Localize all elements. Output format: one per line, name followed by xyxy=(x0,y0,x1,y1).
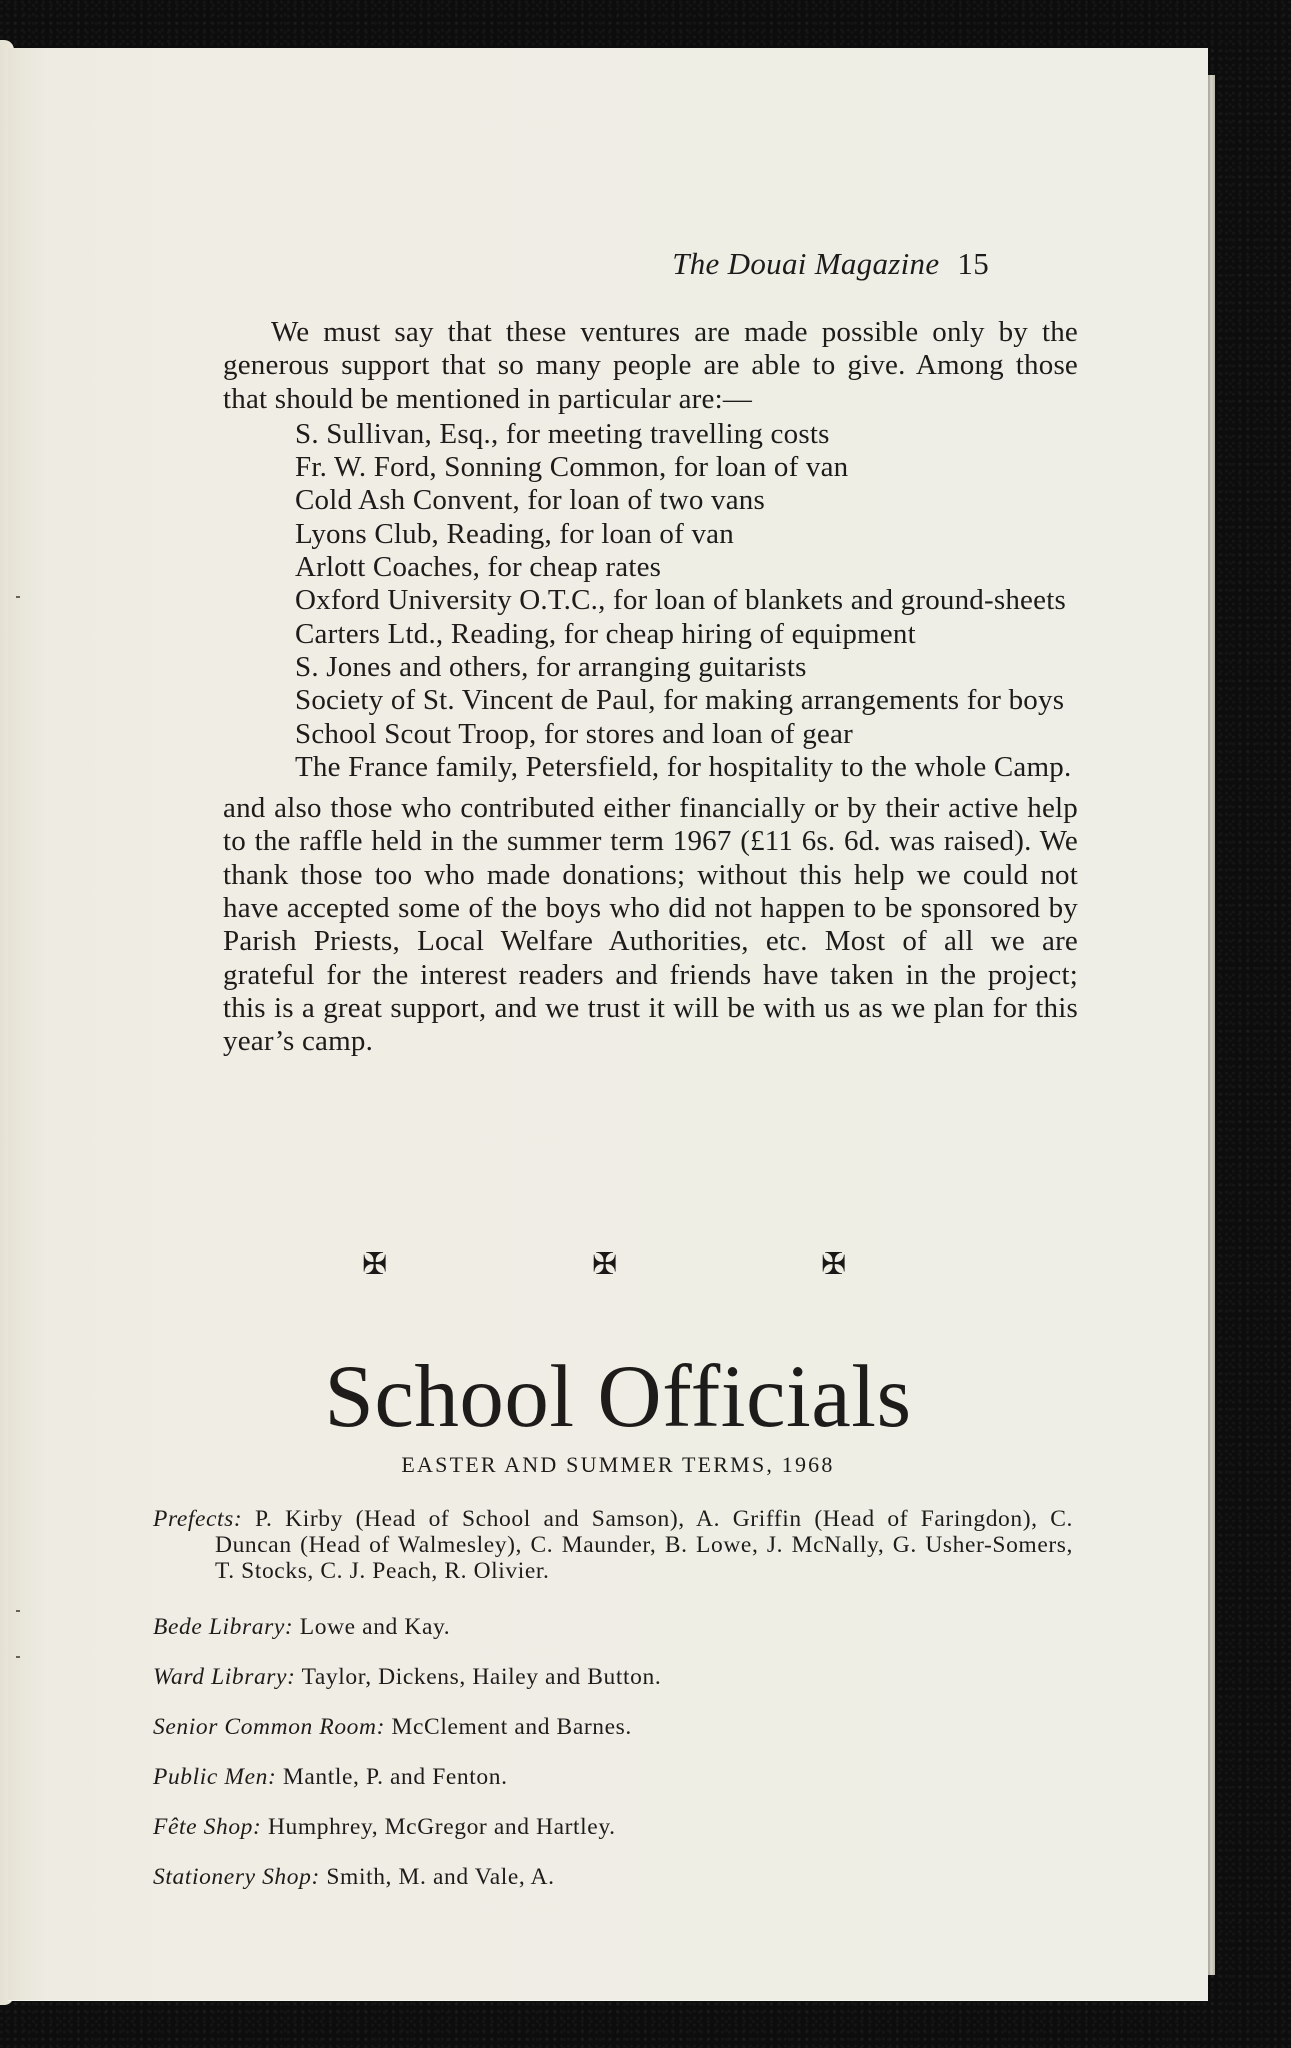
officials-names: Humphrey, McGregor and Hartley. xyxy=(267,1814,616,1840)
list-item: Lyons Club, Reading, for loan of van xyxy=(295,517,734,550)
acknowledgements-list xyxy=(223,418,1078,784)
magazine-page xyxy=(8,48,1208,2000)
officials-role: Fête Shop: xyxy=(153,1814,262,1840)
officials-entry xyxy=(153,1814,1073,1840)
officials-names: Lowe and Kay. xyxy=(299,1614,451,1640)
running-head xyxy=(672,246,989,282)
maltese-cross-icon: ✠ xyxy=(821,1247,847,1282)
officials-entry xyxy=(153,1664,1073,1690)
list-item: S. Jones and others, for arranging guitarists xyxy=(295,650,807,683)
officials-entry xyxy=(153,1506,1073,1584)
list-item: S. Sullivan, Esq., for meeting travelling costs xyxy=(295,417,830,450)
list-item: Arlott Coaches, for cheap rates xyxy=(295,551,662,584)
officials-entry xyxy=(153,1764,1073,1790)
officials-entry xyxy=(153,1864,1073,1890)
margin-mark xyxy=(16,596,20,598)
officials-names: McClement and Barnes. xyxy=(391,1714,632,1740)
officials-names: Smith, M. and Vale, A. xyxy=(326,1864,555,1890)
officials-names: P. Kirby (Head of School and Samson), A. Griffin (Head of Faringdon), C. Duncan (Head of Walmesley), C. Maunder, B. Lowe, J. McNally, G. Usher-Somers, T. Stocks, C. J. Peach, R. Olivier. xyxy=(215,1506,1074,1584)
officials-names: Taylor, Dickens, Hailey and Button. xyxy=(301,1664,662,1690)
officials-role: Bede Library: xyxy=(153,1614,294,1640)
section-heading: School Officials xyxy=(324,1348,912,1446)
list-item: Cold Ash Convent, for loan of two vans xyxy=(295,484,765,517)
margin-mark xyxy=(16,1656,20,1658)
officials-entry xyxy=(153,1714,1073,1740)
list-item: The France family, Petersfield, for hospitality to the whole Camp. xyxy=(295,750,1072,783)
intro-paragraph: We must say that these ventures are made possible only by the generous support that so many people are able to give. Among those that should be mentioned in particular are:— xyxy=(223,316,1078,415)
article-body xyxy=(223,316,1078,1059)
magazine-title: The Douai Magazine xyxy=(672,246,940,281)
maltese-cross-icon: ✠ xyxy=(592,1247,618,1282)
officials-list xyxy=(153,1506,1073,1914)
margin-mark xyxy=(16,1610,20,1612)
list-item: Society of St. Vincent de Paul, for making arrangements for boys xyxy=(295,684,1065,717)
officials-role: Public Men: xyxy=(153,1764,277,1790)
list-item: Carters Ltd., Reading, for cheap hiring of equipment xyxy=(295,617,916,650)
officials-entry xyxy=(153,1614,1073,1640)
page-number: 15 xyxy=(957,246,989,281)
list-item: School Scout Troop, for stores and loan of gear xyxy=(295,717,853,750)
officials-role: Stationery Shop: xyxy=(153,1864,320,1890)
officials-names: Mantle, P. and Fenton. xyxy=(282,1764,508,1790)
list-item: Fr. W. Ford, Sonning Common, for loan of van xyxy=(295,451,849,484)
officials-role: Ward Library: xyxy=(153,1664,296,1690)
officials-role: Senior Common Room: xyxy=(153,1714,386,1740)
list-item: Oxford University O.T.C., for loan of blankets and ground-sheets xyxy=(295,584,1066,617)
section-subheading: EASTER AND SUMMER TERMS, 1968 xyxy=(401,1452,835,1477)
closing-paragraph: and also those who contributed either financially or by their active help to the raffle held in the summer term 1967 (£11 6s. 6d. was raised). We thank those too who made donations; without this help we could not have accepted some of the boys who did not happen to be sponsored by Parish Priests, Local Welfare Authorities, etc. Most of all we are grateful for the interest readers and friends have taken in the project; this is a great support, and we trust it will be with us as we plan for this year’s camp. xyxy=(223,792,1078,1058)
officials-role: Prefects: xyxy=(153,1506,243,1532)
maltese-cross-icon: ✠ xyxy=(362,1247,388,1282)
